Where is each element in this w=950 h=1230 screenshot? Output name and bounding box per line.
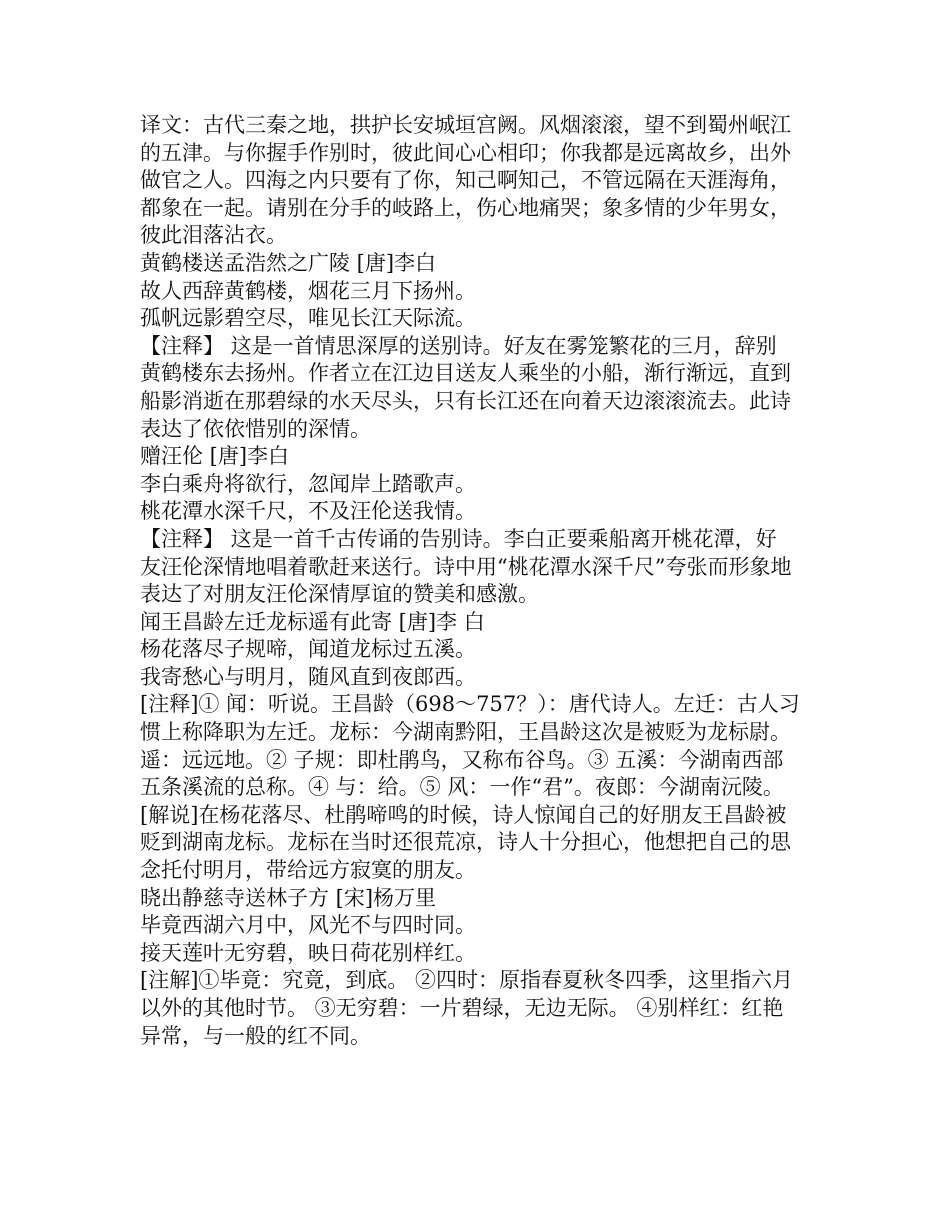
poem-title: 赠汪伦 [唐]李白 <box>140 444 290 469</box>
text-line: 表达了对朋友汪伦深情厚谊的赞美和感激。 <box>140 582 539 607</box>
text-line: 友汪伦深情地唱着歌赶来送行。诗中用“桃花潭水深千尺”夸张而形象地 <box>140 554 792 579</box>
text-line: 都象在一起。请别在分手的岐路上，伤心地痛哭；象多情的少年男女， <box>140 195 791 220</box>
poem-title: 黄鹤楼送孟浩然之广陵 [唐]李白 <box>140 250 437 275</box>
poem-line: 桃花潭水深千尺，不及汪伦送我情。 <box>140 499 476 524</box>
text-line: 【注释】 这是一首情思深厚的送别诗。好友在雾笼繁花的三月，辞别 <box>140 333 777 358</box>
text-line: 彼此泪落沾衣。 <box>140 223 287 248</box>
poem-title: 晓出静慈寺送林子方 [宋]杨万里 <box>140 885 437 910</box>
text-line: 异常，与一般的红不同。 <box>140 1023 371 1048</box>
poem-line: 孤帆远影碧空尽，唯见长江天际流。 <box>140 306 476 331</box>
text-line: 船影消逝在那碧绿的水天尽头，只有长江还在向着天边滚滚流去。此诗 <box>140 388 791 413</box>
text-line: 的五津。与你握手作别时，彼此间心心相印；你我都是远离故乡，出外 <box>140 140 791 165</box>
text-line: 黄鹤楼东去扬州。作者立在江边目送友人乘坐的小船，渐行渐远，直到 <box>140 361 791 386</box>
text-line: [注释]① 闻：听说。王昌龄（698～757？）：唐代诗人。左迁：古人习 <box>140 692 800 717</box>
poem-line: 杨花落尽子规啼，闻道龙标过五溪。 <box>140 637 476 662</box>
document-body <box>140 112 820 1050</box>
poem-title: 闻王昌龄左迁龙标遥有此寄 [唐]李 白 <box>140 609 485 634</box>
text-line: 五条溪流的总称。④ 与：给。⑤ 风：一作“君”。夜郎：今湖南沅陵。 <box>140 775 784 800</box>
poem-line: 故人西辞黄鹤楼，烟花三月下扬州。 <box>140 278 476 303</box>
poem-line: 李白乘舟将欲行，忽闻岸上踏歌声。 <box>140 471 476 496</box>
text-line: 做官之人。四海之内只要有了你，知己啊知己，不管远隔在天涯海角， <box>140 168 791 193</box>
text-line: 念托付明月，带给远方寂寞的朋友。 <box>140 858 476 883</box>
text-line: 惯上称降职为左迁。龙标：今湖南黔阳，王昌龄这次是被贬为龙标尉。 <box>140 720 791 745</box>
text-line: 译文：古代三秦之地，拱护长安城垣宫阙。风烟滚滚，望不到蜀州岷江 <box>140 113 791 137</box>
poem-line: 我寄愁心与明月，随风直到夜郎西。 <box>140 664 476 689</box>
text-line: 表达了依依惜别的深情。 <box>140 416 371 441</box>
text-line: 【注释】 这是一首千古传诵的告别诗。李白正要乘船离开桃花潭，好 <box>140 526 777 551</box>
poem-line: 毕竟西湖六月中，风光不与四时同。 <box>140 913 476 938</box>
text-line: 以外的其他时节。 ③无穷碧：一片碧绿，无边无际。 ④别样红：红艳 <box>140 996 784 1020</box>
text-line: 贬到湖南龙标。龙标在当时还很荒凉，诗人十分担心，他想把自己的思 <box>140 830 791 855</box>
text-line: 遥：远远地。② 子规：即杜鹃鸟，又称布谷鸟。③ 五溪：今湖南西部 <box>140 747 784 772</box>
text-line: [注解]①毕竟：究竟，到底。 ②四时：原指春夏秋冬四季，这里指六月 <box>140 968 794 993</box>
poem-line: 接天莲叶无穷碧，映日荷花别样红。 <box>140 940 476 965</box>
text-line: [解说]在杨花落尽、杜鹃啼鸣的时候，诗人惊闻自己的好朋友王昌龄被 <box>140 802 787 827</box>
